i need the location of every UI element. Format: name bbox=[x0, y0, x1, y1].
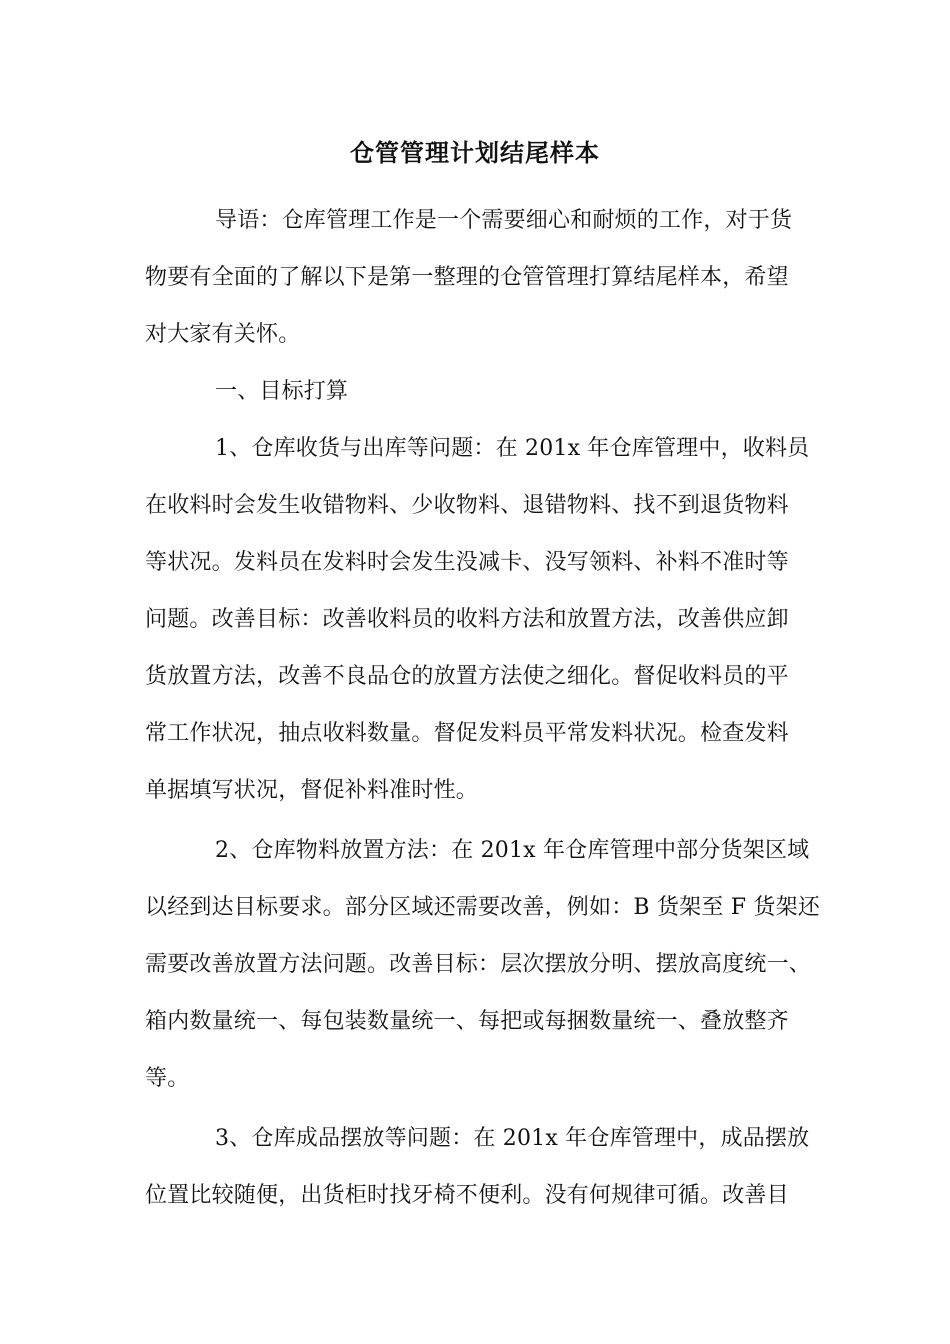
document-title: 仓管管理计划结尾样本 bbox=[350, 138, 600, 167]
paragraph-line: 常工作状况，抽点收料数量。督促发料员平常发料状况。检查发料 bbox=[145, 721, 789, 746]
paragraph-line: 货放置方法，改善不良品仓的放置方法使之细化。督促收料员的平 bbox=[145, 664, 789, 689]
paragraph-line: 单据填写状况，督促补料准时性。 bbox=[145, 778, 479, 803]
paragraph-line: 2、仓库物料放置方法：在 201x 年仓库管理中部分货架区域 bbox=[215, 838, 810, 863]
paragraph-line: 导语：仓库管理工作是一个需要细心和耐烦的工作，对于货 bbox=[215, 208, 793, 233]
paragraph-line: 等。 bbox=[145, 1066, 190, 1091]
paragraph-line: 对大家有关怀。 bbox=[145, 322, 301, 347]
paragraph-line: 3、仓库成品摆放等问题：在 201x 年仓库管理中，成品摆放 bbox=[215, 1126, 810, 1151]
paragraph-line: 1、仓库收货与出库等问题：在 201x 年仓库管理中，收料员 bbox=[215, 436, 810, 461]
paragraph-line: 需要改善放置方法问题。改善目标：层次摆放分明、摆放高度统一、 bbox=[145, 952, 812, 977]
paragraph-line: 箱内数量统一、每包装数量统一、每把或每捆数量统一、叠放整齐 bbox=[145, 1009, 789, 1034]
paragraph-line: 物要有全面的了解以下是第一整理的仓管管理打算结尾样本，希望 bbox=[145, 265, 789, 290]
paragraph-line: 等状况。发料员在发料时会发生没减卡、没写领料、补料不准时等 bbox=[145, 550, 789, 575]
paragraph-line: 以经到达目标要求。部分区域还需要改善，例如：B 货架至 F 货架还 bbox=[145, 895, 821, 920]
paragraph-line: 位置比较随便，出货柜时找牙椅不便利。没有何规律可循。改善目 bbox=[145, 1183, 789, 1208]
section-heading: 一、目标打算 bbox=[215, 379, 349, 404]
paragraph-line: 问题。改善目标：改善收料员的收料方法和放置方法，改善供应卸 bbox=[145, 607, 789, 632]
paragraph-line: 在收料时会发生收错物料、少收物料、退错物料、找不到退货物料 bbox=[145, 493, 789, 518]
